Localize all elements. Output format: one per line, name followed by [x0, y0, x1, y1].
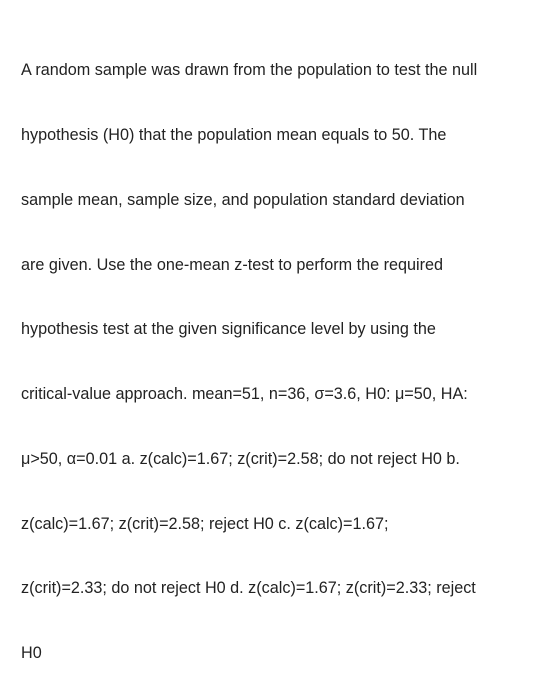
question-line: μ>50, α=0.01 a. z(calc)=1.67; z(crit)=2.58; do not reject H0 b.	[21, 449, 460, 468]
question-line: are given. Use the one-mean z-test to perform the required	[21, 255, 443, 274]
question-line: sample mean, sample size, and population standard deviation	[21, 190, 465, 209]
question-line: H0	[21, 644, 42, 663]
question-line: A random sample was drawn from the population to test the null	[21, 61, 478, 80]
question-line: z(crit)=2.33; do not reject H0 d. z(calc)=1.67; z(crit)=2.33; reject	[21, 579, 476, 598]
question-line: hypothesis test at the given significance level by using the	[21, 320, 436, 339]
question-text	[21, 17, 543, 686]
question-line: z(calc)=1.67; z(crit)=2.58; reject H0 c. z(calc)=1.67;	[21, 514, 389, 533]
question-line: hypothesis (H0) that the population mean equals to 50. The	[21, 125, 447, 144]
question-line: critical-value approach. mean=51, n=36, σ=3.6, H0: μ=50, HA:	[21, 385, 468, 404]
